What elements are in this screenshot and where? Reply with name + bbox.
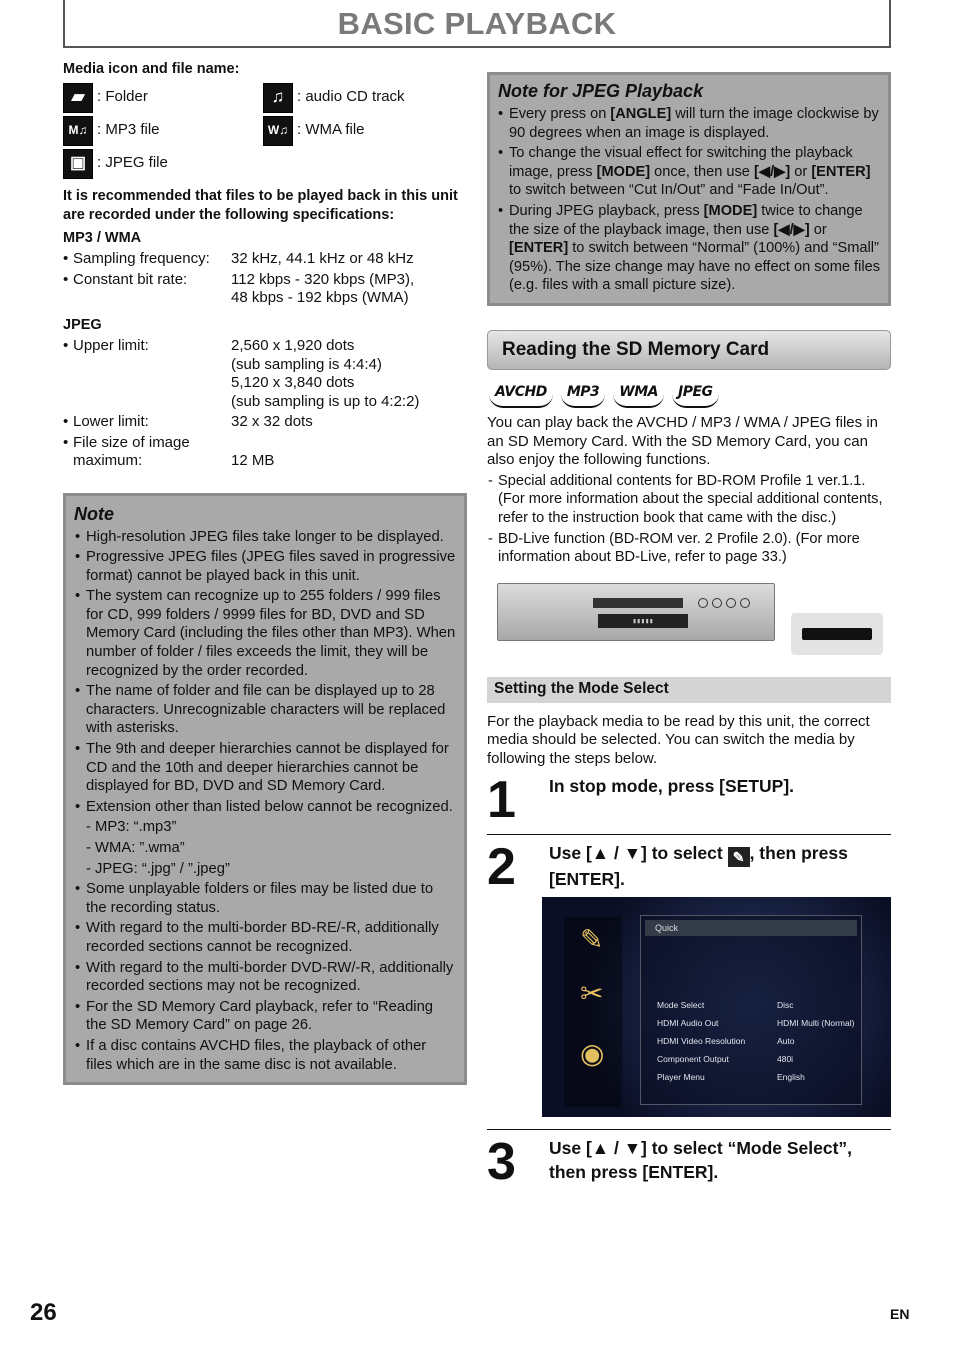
- media-logo-row: [489, 380, 891, 408]
- spec-value: 32 x 32 dots: [231, 413, 313, 430]
- note-item: • For the SD Memory Card playback, refer to “Reading the SD Memory Card” on page 26.: [74, 998, 456, 1035]
- step-number: 3: [487, 1133, 516, 1192]
- note-item: • With regard to the multi-border DVD-RW/-R, additionally recorded sections may not be recognized.: [74, 959, 456, 996]
- step-2: [487, 835, 891, 897]
- subsection-title-mode: Setting the Mode Select: [487, 677, 891, 703]
- note-item: • The system can recognize up to 255 folders / 999 files for CD, 999 folders / 9999 files for BD, DVD and SD Memory Card (including the files other than MP3). When number of folder / files exceeds the limit, they will be recognized by the order recorded.: [74, 587, 456, 680]
- audio-cd-track-icon: ♫: [263, 83, 293, 113]
- media-icon-label: : JPEG file: [97, 154, 168, 172]
- spec-key: • Constant bit rate:: [63, 271, 231, 308]
- jpeg-note-item: • During JPEG playback, press [MODE] twice to change the size of the playback image, then use [◀/▶] or [ENTER] to switch between “Normal” (100%) and “Small” (95%). The size change may have no effect on some files (e.g. files with a small picture size).: [498, 202, 880, 295]
- step-text: Use [▲ / ▼] to select ✎ , then press [ENTER].: [549, 843, 848, 890]
- player-buttons: [698, 598, 750, 608]
- sd-card-slot: [802, 628, 872, 640]
- spec-value: 112 kbps - 320 kbps (MP3),: [231, 270, 415, 288]
- note-ext-item: - MP3: “.mp3”: [86, 819, 177, 836]
- folder-icon: ▰: [63, 83, 93, 113]
- spec-value: (sub sampling is 4:4:4): [231, 355, 382, 373]
- jpeg-note-title: Note for JPEG Playback: [498, 81, 704, 101]
- jpeg-note-item: • To change the visual effect for switching the playback image, press [MODE] once, then use [◀/▶] or [ENTER] to switch between “Cut In/Out” and “Fade In/Out”.: [498, 144, 880, 200]
- spec-row: [63, 434, 467, 471]
- menu-row[interactable]: HDMI Video Resolution Auto: [657, 1036, 795, 1047]
- menu-row[interactable]: HDMI Audio Out HDMI Multi (Normal): [657, 1018, 855, 1029]
- spec-value: 5,120 x 3,840 dots: [231, 374, 355, 391]
- media-icon-row: [63, 83, 263, 113]
- right-column: [487, 72, 891, 1196]
- sd-function-item: - Special additional contents for BD-ROM Profile 1 ver.1.1. (For more information about the special additional contents, refer to the instruction book that came with the disc.): [487, 472, 891, 528]
- media-icon-list: [63, 83, 467, 179]
- media-icon-row: [63, 149, 263, 179]
- left-column: [63, 60, 467, 1085]
- setup-menu-screenshot: [542, 897, 891, 1117]
- note-ext-item: - JPEG: “.jpg” / ”.jpeg”: [86, 860, 230, 877]
- section-title-sd: Reading the SD Memory Card: [487, 330, 891, 370]
- mp3-wma-heading: MP3 / WMA: [63, 229, 142, 246]
- media-icon-label: : WMA file: [297, 121, 365, 139]
- step-text: In stop mode, press [SETUP].: [549, 776, 795, 797]
- spec-row: [63, 413, 467, 432]
- spec-intro: It is recommended that files to be played back in this unit are recorded under the following specifications:: [63, 187, 458, 223]
- menu-rows: [657, 996, 857, 1086]
- wma-logo: WMA: [613, 380, 664, 408]
- page-number: 26: [30, 1299, 57, 1326]
- spec-key: • Lower limit:: [63, 413, 231, 432]
- note-item: • The 9th and deeper hierarchies cannot be displayed for CD and the 10th and deeper hierarchies cannot be displayed for BD, DVD and SD Memory Card.: [74, 740, 456, 796]
- media-icon-row: [263, 116, 463, 146]
- media-icon-label: : MP3 file: [97, 121, 160, 139]
- note-box: [63, 493, 467, 1086]
- media-icon-row: [263, 83, 463, 113]
- spec-value: 12 MB: [231, 452, 275, 469]
- spec-row: [63, 337, 467, 411]
- note-item: • The name of folder and file can be displayed up to 28 characters. Unrecognizable characters will be replaced with asterisks.: [74, 682, 456, 738]
- spec-key: maximum:: [73, 452, 143, 469]
- spec-row: [63, 271, 467, 308]
- spec-key: • Sampling frequency:: [63, 250, 231, 269]
- disc-tray: [593, 598, 683, 608]
- sd-card-slot-zoom: [791, 613, 883, 655]
- menu-row[interactable]: Mode Select Disc: [657, 1000, 794, 1011]
- mode-intro: For the playback media to be read by this unit, the correct media should be selected. You can switch the media by following the steps below.: [487, 712, 870, 767]
- note-list: [74, 528, 456, 1075]
- spec-key: • Upper limit:: [63, 337, 231, 411]
- player-illustration: [497, 579, 891, 665]
- language-code: EN: [890, 1306, 910, 1322]
- page-title: BASIC PLAYBACK: [337, 6, 617, 41]
- wrench-icon: ✎: [580, 924, 604, 956]
- note-item: • High-resolution JPEG files take longer to be displayed.: [74, 528, 456, 547]
- avchd-logo: AVCHD: [489, 380, 553, 408]
- tools-icon: ✂: [580, 978, 604, 1010]
- player-body: [497, 583, 775, 641]
- wrench-icon: ✎: [728, 847, 750, 867]
- note-item: • With regard to the multi-border BD-RE/-R, additionally recorded sections cannot be recognized.: [74, 919, 456, 956]
- wma-file-icon: W♫: [263, 116, 293, 146]
- spec-value: (sub sampling is up to 4:2:2): [231, 392, 420, 410]
- note-title: Note: [74, 503, 114, 524]
- disc-icon: ◉: [580, 1038, 605, 1070]
- menu-tab-quick[interactable]: Quick: [645, 920, 857, 936]
- note-item: • Progressive JPEG files (JPEG files saved in progressive format) cannot be played back in this unit.: [74, 548, 456, 585]
- sd-function-item: - BD-Live function (BD-ROM ver. 2 Profile 2.0). (For more information about BD-Live, refer to page 33.): [487, 530, 891, 567]
- jpeg-note-box: [487, 72, 891, 306]
- mp3-logo: MP3: [561, 380, 605, 408]
- sd-intro: You can play back the AVCHD / MP3 / WMA / JPEG files in an SD Memory Card. With the SD Memory Card, you can also enjoy the following functions.: [487, 413, 878, 469]
- media-title: Media icon and file name:: [63, 61, 240, 77]
- jpeg-file-icon: ▣: [63, 149, 93, 179]
- note-item: • Extension other than listed below cannot be recognized.: [74, 798, 456, 817]
- step-number: 1: [487, 771, 516, 830]
- spec-value: 48 kbps - 192 kbps (WMA): [231, 289, 409, 306]
- step-text: Use [▲ / ▼] to select “Mode Select”, then press [ENTER].: [549, 1138, 853, 1183]
- note-item: • If a disc contains AVCHD files, the playback of other files which are in the same disc is not available.: [74, 1037, 456, 1074]
- media-icon-label: : Folder: [97, 88, 148, 106]
- spec-key: • File size of image: [73, 433, 190, 451]
- step-number: 2: [487, 838, 516, 897]
- menu-panel: [640, 915, 862, 1105]
- player-display: ▮▮▮▮▮: [598, 614, 688, 628]
- step-1: [487, 768, 891, 835]
- jpeg-logo: JPEG: [672, 380, 719, 408]
- menu-row[interactable]: Component Output 480i: [657, 1054, 794, 1065]
- menu-row[interactable]: Player Menu English: [657, 1072, 805, 1083]
- step-3: [487, 1130, 891, 1196]
- media-icon-label: : audio CD track: [297, 88, 405, 106]
- mp3-file-icon: M♫: [63, 116, 93, 146]
- note-ext-item: - WMA: ”.wma”: [86, 840, 185, 856]
- jpeg-heading: JPEG: [63, 316, 102, 333]
- spec-row: [63, 250, 467, 269]
- spec-value: 2,560 x 1,920 dots: [231, 337, 355, 354]
- jpeg-note-item: • Every press on [ANGLE] will turn the image clockwise by 90 degrees when an image is displayed.: [498, 105, 880, 142]
- note-item: • Some unplayable folders or files may be listed due to the recording status.: [74, 880, 456, 917]
- page-header: [63, 0, 891, 48]
- media-icon-row: [63, 116, 263, 146]
- spec-value: 32 kHz, 44.1 kHz or 48 kHz: [231, 250, 414, 267]
